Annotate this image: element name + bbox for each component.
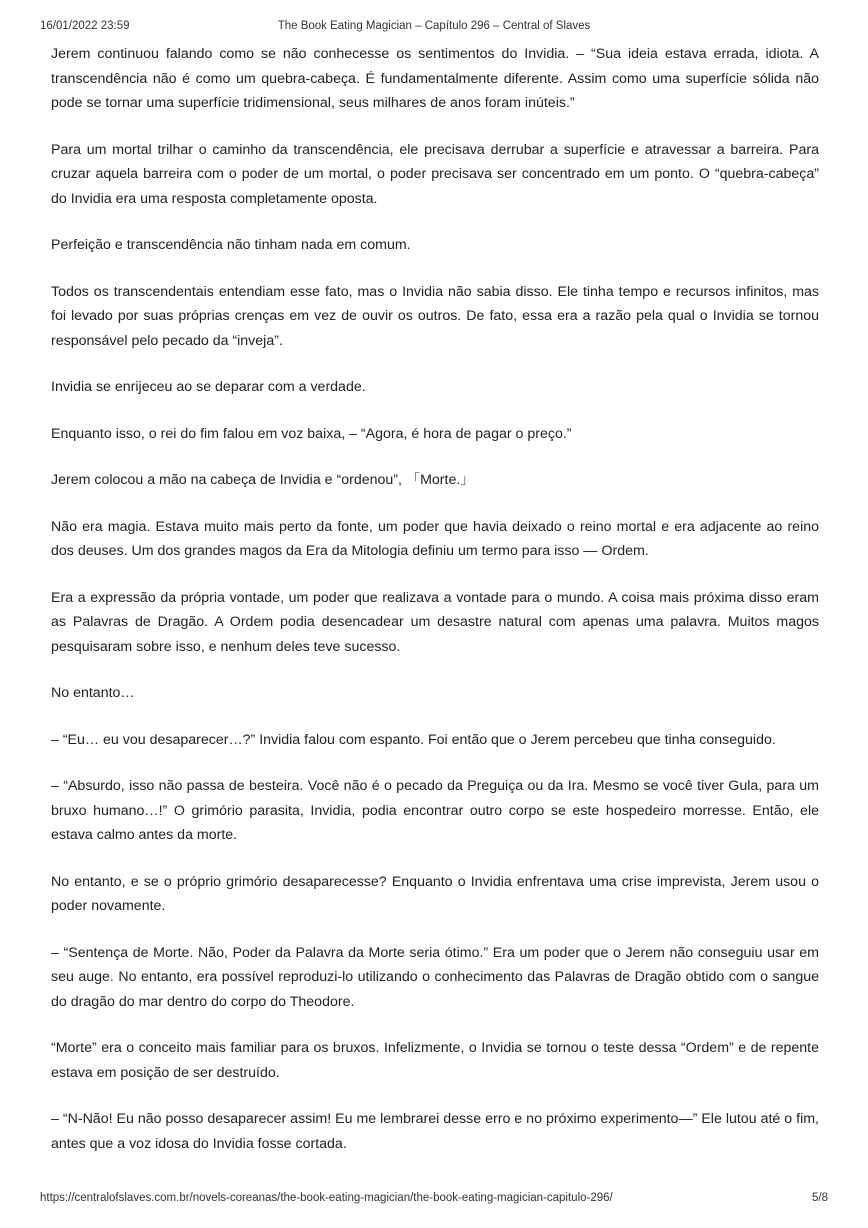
- paragraph: “Morte” era o conceito mais familiar para os bruxos. Infelizmente, o Invidia se tornou o teste dessa “Ordem” e de repente estava em posição de ser destruído.: [51, 1040, 819, 1081]
- paragraph: Todos os transcendentais entendiam esse fato, mas o Invidia não sabia disso. Ele tinha tempo e recursos infinitos, mas foi levado por suas próprias crenças em vez de ouvir os outros. De fato, essa era a razão pela qual o Invidia se tornou responsável pelo pecado da “inveja”.: [51, 283, 819, 349]
- paragraph: Jerem colocou a mão na cabeça de Invidia e “ordenou”, 「Morte.」: [51, 472, 475, 488]
- paragraph: No entanto…: [51, 685, 135, 701]
- paragraph: No entanto, e se o próprio grimório desaparecesse? Enquanto o Invidia enfrentava uma crise imprevista, Jerem usou o poder novamente.: [51, 873, 819, 914]
- paragraph: Perfeição e transcendência não tinham nada em comum.: [51, 237, 411, 253]
- paragraph: Era a expressão da própria vontade, um poder que realizava a vontade para o mundo. A coisa mais próxima disso eram as Palavras de Dragão. A Ordem podia desencadear um desastre natural com apenas uma palavra. Muitos magos pesquisaram sobre isso, e nenhum deles teve sucesso.: [51, 589, 819, 655]
- paragraph: – “Sentença de Morte. Não, Poder da Palavra da Morte seria ótimo.” Era um poder que o Jerem não conseguiu usar em seu auge. No entanto, era possível reproduzi-lo utilizando o conhecimento das Palavras de Dragão obtido com o sangue do dragão do mar dentro do corpo do Theodore.: [51, 944, 819, 1010]
- page-title: The Book Eating Magician – Capítulo 296 – Central of Slaves: [277, 20, 591, 32]
- paragraph: Enquanto isso, o rei do fim falou em voz baixa, – “Agora, é hora de pagar o preço.”: [51, 425, 572, 442]
- print-datetime: 16/01/2022 23:59: [40, 20, 130, 32]
- page-number: 5/8: [812, 1192, 828, 1204]
- paragraph: Invidia se enrijeceu ao se deparar com a verdade.: [51, 379, 366, 395]
- paragraph: Não era magia. Estava muito mais perto da fonte, um poder que havia deixado o reino mortal e era adjacente ao reino dos deuses. Um dos grandes magos da Era da Mitologia definiu um termo para isso — Ordem.: [51, 518, 819, 559]
- paragraph: Para um mortal trilhar o caminho da transcendência, ele precisava derrubar a superfície e atravessar a barreira. Para cruzar aquela barreira com o poder de um mortal, o poder precisava ser concentrado em um ponto. O “quebra-cabeça” do Invidia era uma resposta completamente oposta.: [51, 141, 819, 207]
- paragraph: – “Absurdo, isso não passa de besteira. Você não é o pecado da Preguiça ou da Ira. Mesmo se você tiver Gula, para um bruxo humano…!” O grimório parasita, Invidia, podia encontrar outro corpo se este hospedeiro morresse. Então, ele estava calmo antes da morte.: [51, 778, 819, 843]
- page-url: https://centralofslaves.com.br/novels-coreanas/the-book-eating-magician/the-book-eating-magician-capitulo-296/: [40, 1192, 613, 1204]
- paragraph: Jerem continuou falando como se não conhecesse os sentimentos do Invidia. – “Sua ideia estava errada, idiota. A transcendência não é como um quebra-cabeça. É fundamentalmente diferente. Assim como uma superfície sólida não pode se tornar uma superfície tridimensional, seus milhares de anos foram inúteis.”: [51, 46, 819, 111]
- chapter-text: [51, 42, 819, 1178]
- paragraph: – “N-Não! Eu não posso desaparecer assim! Eu me lembrarei desse erro e no próximo experimento—” Ele lutou até o fim, antes que a voz idosa do Invidia fosse cortada.: [51, 1111, 819, 1152]
- paragraph: – “Eu… eu vou desaparecer…?” Invidia falou com espanto. Foi então que o Jerem percebeu que tinha conseguido.: [51, 731, 776, 748]
